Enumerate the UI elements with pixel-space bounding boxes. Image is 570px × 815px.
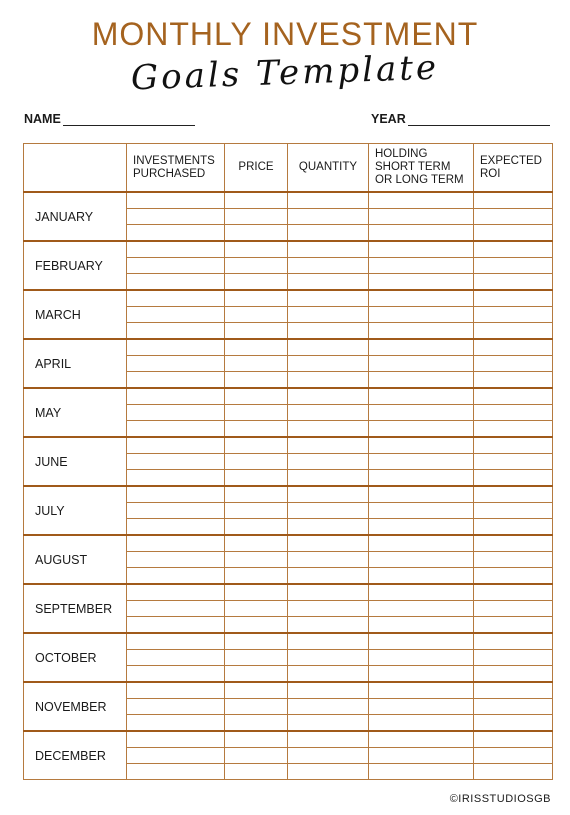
entry-cell[interactable]	[288, 225, 369, 242]
entry-cell[interactable]	[474, 421, 553, 438]
entry-cell[interactable]	[474, 519, 553, 536]
entry-cell[interactable]	[127, 601, 225, 617]
entry-cell[interactable]	[474, 486, 553, 503]
entry-cell[interactable]	[288, 388, 369, 405]
entry-cell[interactable]	[225, 339, 288, 356]
table-row	[24, 437, 553, 454]
header-quantity: QUANTITY	[288, 144, 369, 193]
entry-cell[interactable]	[225, 356, 288, 372]
entry-cell[interactable]	[474, 535, 553, 552]
entry-cell[interactable]	[369, 601, 474, 617]
entry-cell[interactable]	[288, 519, 369, 536]
entry-cell[interactable]	[369, 731, 474, 748]
entry-cell[interactable]	[225, 568, 288, 585]
entry-cell[interactable]	[225, 535, 288, 552]
entry-cell[interactable]	[225, 470, 288, 487]
entry-cell[interactable]	[474, 225, 553, 242]
investment-goals-table	[23, 143, 553, 780]
entry-cell[interactable]	[288, 241, 369, 258]
entry-cell[interactable]	[225, 274, 288, 291]
entry-cell[interactable]	[369, 764, 474, 780]
entry-cell[interactable]	[127, 339, 225, 356]
entry-cell[interactable]	[369, 584, 474, 601]
entry-cell[interactable]	[474, 339, 553, 356]
entry-cell[interactable]	[369, 405, 474, 421]
entry-cell[interactable]	[288, 405, 369, 421]
copyright-credit: ©IRISSTUDIOSGB	[449, 793, 551, 805]
name-input-line[interactable]	[63, 111, 195, 126]
table-row	[24, 731, 553, 748]
month-label: JANUARY	[24, 192, 127, 241]
entry-cell[interactable]	[288, 470, 369, 487]
entry-cell[interactable]	[369, 535, 474, 552]
entry-cell[interactable]	[127, 437, 225, 454]
entry-cell[interactable]	[225, 209, 288, 225]
entry-cell[interactable]	[225, 715, 288, 732]
entry-cell[interactable]	[474, 617, 553, 634]
entry-cell[interactable]	[474, 715, 553, 732]
entry-cell[interactable]	[225, 388, 288, 405]
month-label: OCTOBER	[24, 633, 127, 682]
entry-cell[interactable]	[225, 650, 288, 666]
name-field[interactable]	[24, 106, 195, 126]
entry-cell[interactable]	[127, 650, 225, 666]
entry-cell[interactable]	[369, 568, 474, 585]
entry-cell[interactable]	[288, 682, 369, 699]
entry-cell[interactable]	[369, 388, 474, 405]
entry-cell[interactable]	[225, 666, 288, 683]
entry-cell[interactable]	[474, 209, 553, 225]
entry-cell[interactable]	[127, 192, 225, 209]
entry-cell[interactable]	[369, 372, 474, 389]
entry-cell[interactable]	[225, 584, 288, 601]
year-label: YEAR	[371, 112, 406, 126]
entry-cell[interactable]	[225, 192, 288, 209]
entry-cell[interactable]	[225, 454, 288, 470]
table-row	[24, 486, 553, 503]
entry-cell[interactable]	[288, 192, 369, 209]
entry-cell[interactable]	[288, 748, 369, 764]
entry-cell[interactable]	[288, 339, 369, 356]
entry-cell[interactable]	[127, 486, 225, 503]
entry-cell[interactable]	[225, 601, 288, 617]
entry-cell[interactable]	[225, 633, 288, 650]
month-label: APRIL	[24, 339, 127, 388]
month-label: AUGUST	[24, 535, 127, 584]
entry-cell[interactable]	[288, 552, 369, 568]
entry-cell[interactable]	[288, 503, 369, 519]
entry-cell[interactable]	[369, 699, 474, 715]
month-label: DECEMBER	[24, 731, 127, 780]
entry-cell[interactable]	[474, 568, 553, 585]
entry-cell[interactable]	[288, 650, 369, 666]
entry-cell[interactable]	[474, 682, 553, 699]
entry-cell[interactable]	[474, 307, 553, 323]
entry-cell[interactable]	[474, 584, 553, 601]
entry-cell[interactable]	[288, 699, 369, 715]
entry-cell[interactable]	[369, 290, 474, 307]
entry-cell[interactable]	[127, 241, 225, 258]
entry-cell[interactable]	[369, 356, 474, 372]
entry-cell[interactable]	[127, 666, 225, 683]
entry-cell[interactable]	[225, 552, 288, 568]
entry-cell[interactable]	[225, 617, 288, 634]
entry-cell[interactable]	[225, 290, 288, 307]
entry-cell[interactable]	[127, 568, 225, 585]
entry-cell[interactable]	[288, 715, 369, 732]
entry-cell[interactable]	[127, 699, 225, 715]
header-price: PRICE	[225, 144, 288, 193]
entry-cell[interactable]	[127, 633, 225, 650]
entry-cell[interactable]	[288, 601, 369, 617]
entry-cell[interactable]	[474, 437, 553, 454]
entry-cell[interactable]	[127, 519, 225, 536]
entry-cell[interactable]	[474, 241, 553, 258]
entry-cell[interactable]	[474, 290, 553, 307]
year-input-line[interactable]	[408, 111, 550, 126]
entry-cell[interactable]	[474, 699, 553, 715]
entry-cell[interactable]	[474, 323, 553, 340]
entry-cell[interactable]	[369, 307, 474, 323]
entry-cell[interactable]	[288, 323, 369, 340]
entry-cell[interactable]	[225, 372, 288, 389]
entry-cell[interactable]	[225, 323, 288, 340]
entry-cell[interactable]	[225, 241, 288, 258]
header-investments-purchased: INVESTMENTS PURCHASED	[127, 144, 225, 193]
entry-cell[interactable]	[369, 192, 474, 209]
entry-cell[interactable]	[288, 356, 369, 372]
entry-cell[interactable]	[369, 552, 474, 568]
entry-cell[interactable]	[474, 405, 553, 421]
entry-cell[interactable]	[127, 470, 225, 487]
month-label: FEBRUARY	[24, 241, 127, 290]
entry-cell[interactable]	[127, 274, 225, 291]
entry-cell[interactable]	[474, 650, 553, 666]
entry-cell[interactable]	[127, 682, 225, 699]
entry-cell[interactable]	[474, 552, 553, 568]
table-row	[24, 290, 553, 307]
table-row	[24, 633, 553, 650]
entry-cell[interactable]	[474, 454, 553, 470]
entry-cell[interactable]	[225, 682, 288, 699]
entry-cell[interactable]	[288, 209, 369, 225]
table-body	[24, 192, 553, 780]
entry-cell[interactable]	[369, 454, 474, 470]
entry-cell[interactable]	[225, 503, 288, 519]
month-label: SEPTEMBER	[24, 584, 127, 633]
entry-cell[interactable]	[369, 274, 474, 291]
entry-cell[interactable]	[127, 584, 225, 601]
month-label: JULY	[24, 486, 127, 535]
entry-cell[interactable]	[369, 437, 474, 454]
entry-cell[interactable]	[288, 454, 369, 470]
month-label: JUNE	[24, 437, 127, 486]
entry-cell[interactable]	[288, 274, 369, 291]
entry-cell[interactable]	[127, 421, 225, 438]
entry-cell[interactable]	[127, 535, 225, 552]
table-row	[24, 535, 553, 552]
month-label: MARCH	[24, 290, 127, 339]
table-row	[24, 241, 553, 258]
entry-cell[interactable]	[127, 552, 225, 568]
table-row	[24, 584, 553, 601]
entry-cell[interactable]	[369, 633, 474, 650]
entry-cell[interactable]	[225, 258, 288, 274]
entry-cell[interactable]	[127, 323, 225, 340]
table-row	[24, 339, 553, 356]
entry-cell[interactable]	[288, 372, 369, 389]
entry-cell[interactable]	[127, 748, 225, 764]
month-label: NOVEMBER	[24, 682, 127, 731]
entry-cell[interactable]	[369, 682, 474, 699]
entry-cell[interactable]	[127, 290, 225, 307]
entry-cell[interactable]	[127, 715, 225, 732]
entry-cell[interactable]	[288, 307, 369, 323]
entry-cell[interactable]	[369, 258, 474, 274]
entry-cell[interactable]	[225, 748, 288, 764]
entry-cell[interactable]	[369, 617, 474, 634]
entry-cell[interactable]	[225, 486, 288, 503]
entry-cell[interactable]	[474, 274, 553, 291]
entry-cell[interactable]	[127, 731, 225, 748]
entry-cell[interactable]	[288, 568, 369, 585]
entry-cell[interactable]	[474, 503, 553, 519]
entry-cell[interactable]	[288, 535, 369, 552]
entry-cell[interactable]	[474, 192, 553, 209]
entry-cell[interactable]	[288, 617, 369, 634]
header-holding-term: HOLDING SHORT TERM OR LONG TERM	[369, 144, 474, 193]
entry-cell[interactable]	[474, 470, 553, 487]
entry-cell[interactable]	[474, 666, 553, 683]
entry-cell[interactable]	[288, 584, 369, 601]
entry-cell[interactable]	[127, 225, 225, 242]
entry-cell[interactable]	[288, 290, 369, 307]
entry-cell[interactable]	[369, 339, 474, 356]
entry-cell[interactable]	[369, 666, 474, 683]
entry-cell[interactable]	[225, 519, 288, 536]
entry-cell[interactable]	[369, 503, 474, 519]
entry-cell[interactable]	[288, 258, 369, 274]
entry-cell[interactable]	[474, 748, 553, 764]
header-month	[24, 144, 127, 193]
entry-cell[interactable]	[474, 258, 553, 274]
entry-cell[interactable]	[225, 225, 288, 242]
entry-cell[interactable]	[288, 421, 369, 438]
entry-cell[interactable]	[225, 421, 288, 438]
entry-cell[interactable]	[369, 486, 474, 503]
entry-cell[interactable]	[474, 731, 553, 748]
entry-cell[interactable]	[474, 633, 553, 650]
entry-cell[interactable]	[369, 323, 474, 340]
entry-cell[interactable]	[369, 209, 474, 225]
entry-cell[interactable]	[225, 699, 288, 715]
entry-cell[interactable]	[474, 388, 553, 405]
entry-cell[interactable]	[127, 454, 225, 470]
entry-cell[interactable]	[225, 307, 288, 323]
header-expected-roi: EXPECTED ROI	[474, 144, 553, 193]
entry-cell[interactable]	[225, 764, 288, 780]
entry-cell[interactable]	[127, 258, 225, 274]
year-field[interactable]	[371, 106, 550, 126]
entry-cell[interactable]	[288, 731, 369, 748]
page-title: MONTHLY INVESTMENT	[91, 16, 479, 52]
table-row	[24, 388, 553, 405]
table-row	[24, 192, 553, 209]
entry-cell[interactable]	[369, 519, 474, 536]
entry-cell[interactable]	[127, 209, 225, 225]
entry-cell[interactable]	[369, 748, 474, 764]
page-subtitle: Goals Template	[130, 47, 440, 99]
entry-cell[interactable]	[369, 470, 474, 487]
entry-cell[interactable]	[369, 715, 474, 732]
entry-cell[interactable]	[288, 764, 369, 780]
entry-cell[interactable]	[127, 617, 225, 634]
entry-cell[interactable]	[474, 601, 553, 617]
entry-cell[interactable]	[225, 731, 288, 748]
entry-cell[interactable]	[225, 405, 288, 421]
entry-cell[interactable]	[288, 486, 369, 503]
name-label: NAME	[24, 112, 61, 126]
table-row	[24, 682, 553, 699]
entry-cell[interactable]	[288, 666, 369, 683]
entry-cell[interactable]	[127, 764, 225, 780]
entry-cell[interactable]	[474, 356, 553, 372]
month-label: MAY	[24, 388, 127, 437]
entry-cell[interactable]	[288, 633, 369, 650]
entry-cell[interactable]	[288, 437, 369, 454]
entry-cell[interactable]	[369, 421, 474, 438]
entry-cell[interactable]	[127, 405, 225, 421]
entry-cell[interactable]	[127, 388, 225, 405]
entry-cell[interactable]	[474, 372, 553, 389]
entry-cell[interactable]	[369, 225, 474, 242]
entry-cell[interactable]	[474, 764, 553, 780]
entry-cell[interactable]	[127, 503, 225, 519]
entry-cell[interactable]	[369, 650, 474, 666]
entry-cell[interactable]	[225, 437, 288, 454]
entry-cell[interactable]	[127, 307, 225, 323]
entry-cell[interactable]	[369, 241, 474, 258]
entry-cell[interactable]	[127, 356, 225, 372]
table-header-row	[24, 144, 553, 193]
entry-cell[interactable]	[127, 372, 225, 389]
